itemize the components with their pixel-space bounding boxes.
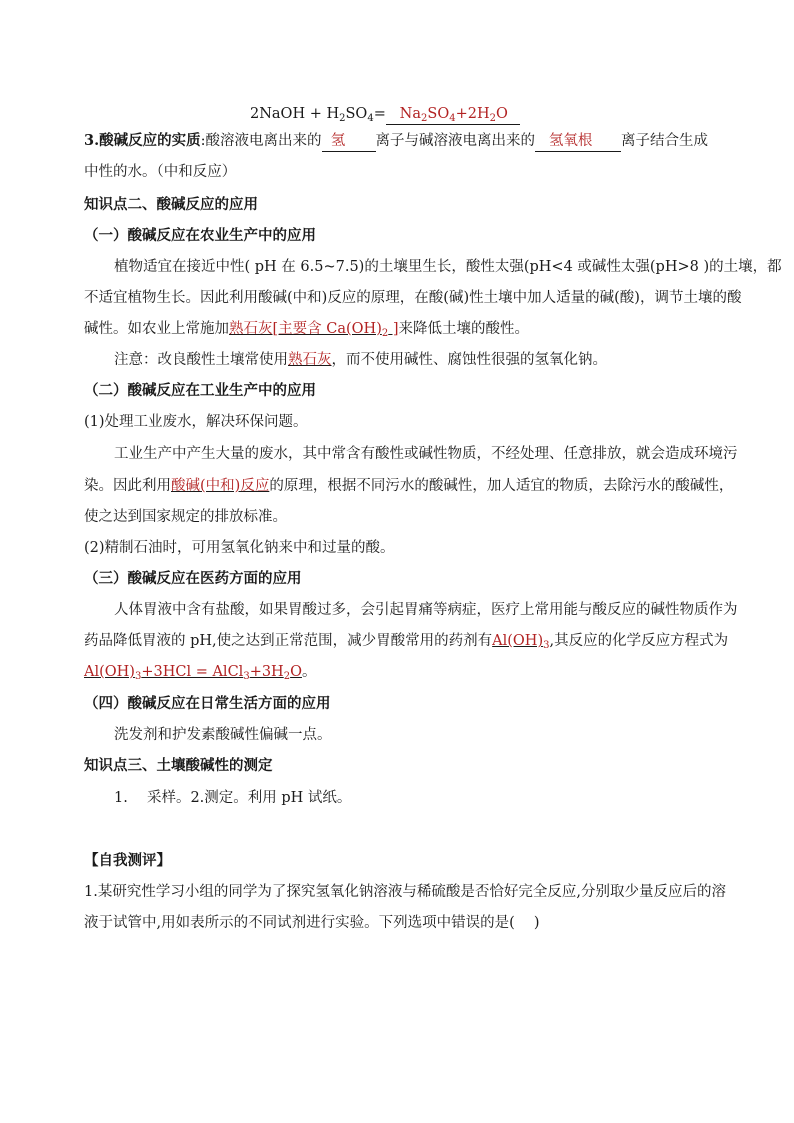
sec3-equation: $Al(OH)_3+3HCl$ = $AlCl_3+3H_2O$。 [84, 664, 317, 682]
sec1-para-line3: 碱性。如农业上常施加熟石灰[主要含 $Ca(OH)_2$ ]来降低土壤的酸性。 [84, 321, 530, 339]
sec4-title: （四）酸碱反应在日常生活方面的应用 [84, 695, 331, 712]
sec4-para: 洗发剂和护发素酸碱性偏碱一点。 [114, 727, 332, 743]
item3-blank2: 氢氧根 [535, 131, 621, 152]
question1-line2: 液于试管中,用如表所示的不同试剂进行实验。下列选项中错误的是( ) [84, 915, 540, 931]
kp2-title: 知识点二、酸碱反应的应用 [84, 196, 258, 213]
sec2-para-line2: 染。因此利用酸碱(中和)反应的原理，根据不同污水的酸碱性，加人适宜的物质，去除污水的酸碱性， [84, 478, 734, 494]
question1-line1: 1.某研究性学习小组的同学为了探究氢氧化钠溶液与稀硫酸是否恰好完全反应,分别取少量反应后的溶 [84, 884, 726, 900]
sec2-title: （二）酸碱反应在工业生产中的应用 [84, 382, 316, 399]
kp3-title: 知识点三、土壤酸碱性的测定 [84, 757, 273, 774]
sec2-para-line1: 工业生产中产生大量的废水，其中常含有酸性或碱性物质，不经处理、任意排放，就会造成环境污 [114, 446, 738, 462]
equation-line: 2NaOH + $H_2SO_4=$ $Na_2SO_4+2H_2O$ [250, 104, 520, 125]
sec2-para-line3: 使之达到国家规定的排放标准。 [84, 509, 287, 525]
item3-blank1: 氢 [322, 131, 376, 152]
sec3-answer-drug: $Al(OH)_3$ [492, 633, 550, 651]
sec2-item2: (2)精制石油时，可用氢氧化钠来中和过量的酸。 [84, 540, 395, 556]
item3-label: 3.酸碱反应的实质 [84, 132, 201, 149]
sec3-equation-answer: $Al(OH)_3+3HCl$ = $AlCl_3+3H_2O$ [84, 664, 302, 682]
sec3-para-line2: 药品降低胃液的 pH,使之达到正常范围，减少胃酸常用的药剂有$Al(OH)_3$,其反应的化学反应方程式为 [84, 633, 729, 651]
kp3-step: 1. 采样。2.测定。利用 pH 试纸。 [114, 790, 352, 806]
sec3-title: （三）酸碱反应在医药方面的应用 [84, 570, 302, 587]
sec2-answer-neutralization: 酸碱(中和)反应 [171, 478, 270, 494]
item3-line2: 中性的水。（中和反应） [84, 164, 237, 180]
equation-answer: Na [399, 106, 422, 122]
sec1-para-line2: 不适宜植物生长。因此利用酸碱(中和)反应的原理，在酸(碱)性土壤中加人适量的碱(酸)，调节土壤的酸 [84, 290, 742, 306]
self-test-title: 【自我测评】 [84, 852, 171, 869]
sec1-answer-slaked-lime: 熟石灰[主要含 $Ca(OH)_2$ ] [229, 321, 399, 339]
equation-answer-blank: $Na_2SO_4+2H_2O$ [386, 104, 520, 125]
sec3-para-line1: 人体胃液中含有盐酸，如果胃酸过多，会引起胃痛等病症，医疗上常用能与酸反应的碱性物质作为 [114, 602, 738, 618]
sec1-title: （一）酸碱反应在农业生产中的应用 [84, 227, 316, 244]
sec1-para-line1: 植物适宜在接近中性( pH 在 6.5~7.5)的土壤里生长，酸性太强(pH<4 或碱性太强(pH>8 )的土壤，都 [114, 259, 782, 275]
sec1-note: 注意：改良酸性土壤常使用熟石灰，而不使用碱性、腐蚀性很强的氢氧化钠。 [114, 352, 607, 368]
sec2-item1: (1)处理工业废水，解决环保问题。 [84, 414, 308, 430]
sec1-note-answer: 熟石灰 [288, 352, 332, 368]
item3-line1: 3.酸碱反应的实质:酸溶液电离出来的 氢 离子与碱溶液电离出来的 氢氧根 离子结合生成 [84, 131, 708, 152]
